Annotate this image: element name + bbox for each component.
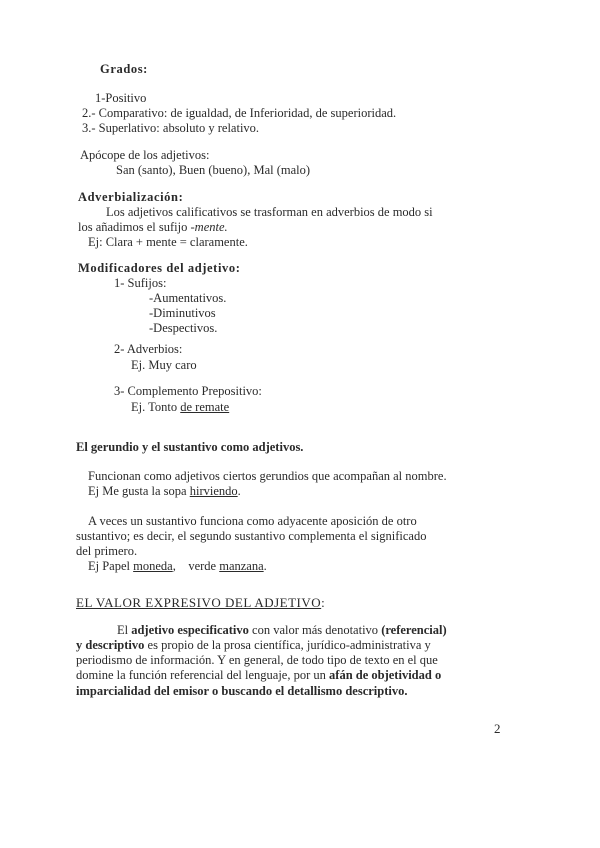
adverbializacion-line-2 <box>78 220 228 236</box>
sustantivo-example-end: . <box>263 559 267 573</box>
valor-line-3: periodismo de información. Y en general, de todo tipo de texto en el que <box>76 653 438 667</box>
gerundio-line-1: Funcionan como adjetivos ciertos gerundios que acompañan al nombre. <box>88 469 447 483</box>
valor-line-1-pre: El <box>117 623 132 637</box>
sustantivo-example-text: Ej Papel <box>88 559 134 573</box>
adverbializacion-line-2-text: los añadimos el sufijo <box>78 220 191 234</box>
apocope-title: Apócope de los adjetivos: <box>80 148 210 162</box>
apocope-examples: San (santo), Buen (bueno), Mal (malo) <box>116 163 311 177</box>
adverbializacion-title: Adverbialización: <box>78 190 184 204</box>
item-3-example-underlined: de remate <box>180 400 230 414</box>
adverbializacion-line-1: Los adjetivos calificativos se trasforman en adverbios de modo si <box>106 205 433 219</box>
valor-title <box>76 595 325 611</box>
grados-item-1: 1-Positivo <box>95 91 147 105</box>
sustantivo-line-2: sustantivo; es decir, el segundo sustantivo complementa el significado <box>76 529 427 543</box>
sustantivo-example <box>88 559 267 575</box>
grados-item-3: 3.- Superlativo: absoluto y relativo. <box>82 121 260 135</box>
gerundio-underlined: hirviendo <box>189 484 238 498</box>
sustantivo-line-1: A veces un sustantivo funciona como adyacente aposición de otro <box>88 514 417 528</box>
modificadores-item-3: 3- Complemento Prepositivo: <box>114 384 262 398</box>
valor-line-1-mid: con valor más denotativo <box>248 623 382 637</box>
sustantivo-example-moneda: moneda <box>133 559 173 573</box>
valor-line-2 <box>76 638 431 654</box>
gerundio-title: El gerundio y el sustantivo como adjetivos. <box>76 440 304 454</box>
grados-title: Grados: <box>100 62 148 76</box>
valor-title-text: EL VALOR EXPRESIVO DEL ADJETIVO <box>76 595 322 610</box>
adverbializacion-example: Ej: Clara + mente = claramente. <box>88 235 248 249</box>
modificadores-item-3-example <box>131 400 229 416</box>
valor-line-2-text: es propio de la prosa científica, jurídico-administrativa y <box>144 638 431 652</box>
adverbializacion-suffix: -mente. <box>190 220 228 234</box>
valor-line-1 <box>117 623 447 639</box>
valor-title-colon: : <box>321 595 326 610</box>
sufijo-diminutivos: -Diminutivos <box>149 306 216 320</box>
item-3-example-text: Ej. Tonto <box>131 400 181 414</box>
sustantivo-example-manzana: manzana <box>219 559 264 573</box>
sufijo-aumentativos: -Aumentativos. <box>149 291 227 305</box>
sustantivo-example-mid: , verde <box>172 559 220 573</box>
gerundio-line-2-end: . <box>237 484 241 498</box>
valor-line-1-bold-1: adjetivo especificativo <box>131 623 249 637</box>
grados-item-2: 2.- Comparativo: de igualdad, de Inferioridad, de superioridad. <box>82 106 397 120</box>
sustantivo-line-3: del primero. <box>76 544 138 558</box>
sufijo-despectivos: -Despectivos. <box>149 321 218 335</box>
valor-line-4-bold: afán de objetividad o <box>329 668 442 682</box>
gerundio-line-2 <box>88 484 241 500</box>
valor-line-1-bold-2: (referencial) <box>381 623 447 637</box>
modificadores-item-2: 2- Adverbios: <box>114 342 183 356</box>
gerundio-line-2-text: Ej Me gusta la sopa <box>88 484 190 498</box>
modificadores-title: Modificadores del adjetivo: <box>78 261 241 275</box>
valor-line-4 <box>76 668 441 684</box>
modificadores-item-2-example: Ej. Muy caro <box>131 358 197 372</box>
valor-line-4-text: domine la función referencial del lenguaje, por un <box>76 668 330 682</box>
valor-line-2-bold: y descriptivo <box>76 638 145 652</box>
modificadores-item-1: 1- Sufijos: <box>114 276 167 290</box>
page-number: 2 <box>494 721 501 736</box>
valor-line-5: imparcialidad del emisor o buscando el detallismo descriptivo. <box>76 684 408 698</box>
